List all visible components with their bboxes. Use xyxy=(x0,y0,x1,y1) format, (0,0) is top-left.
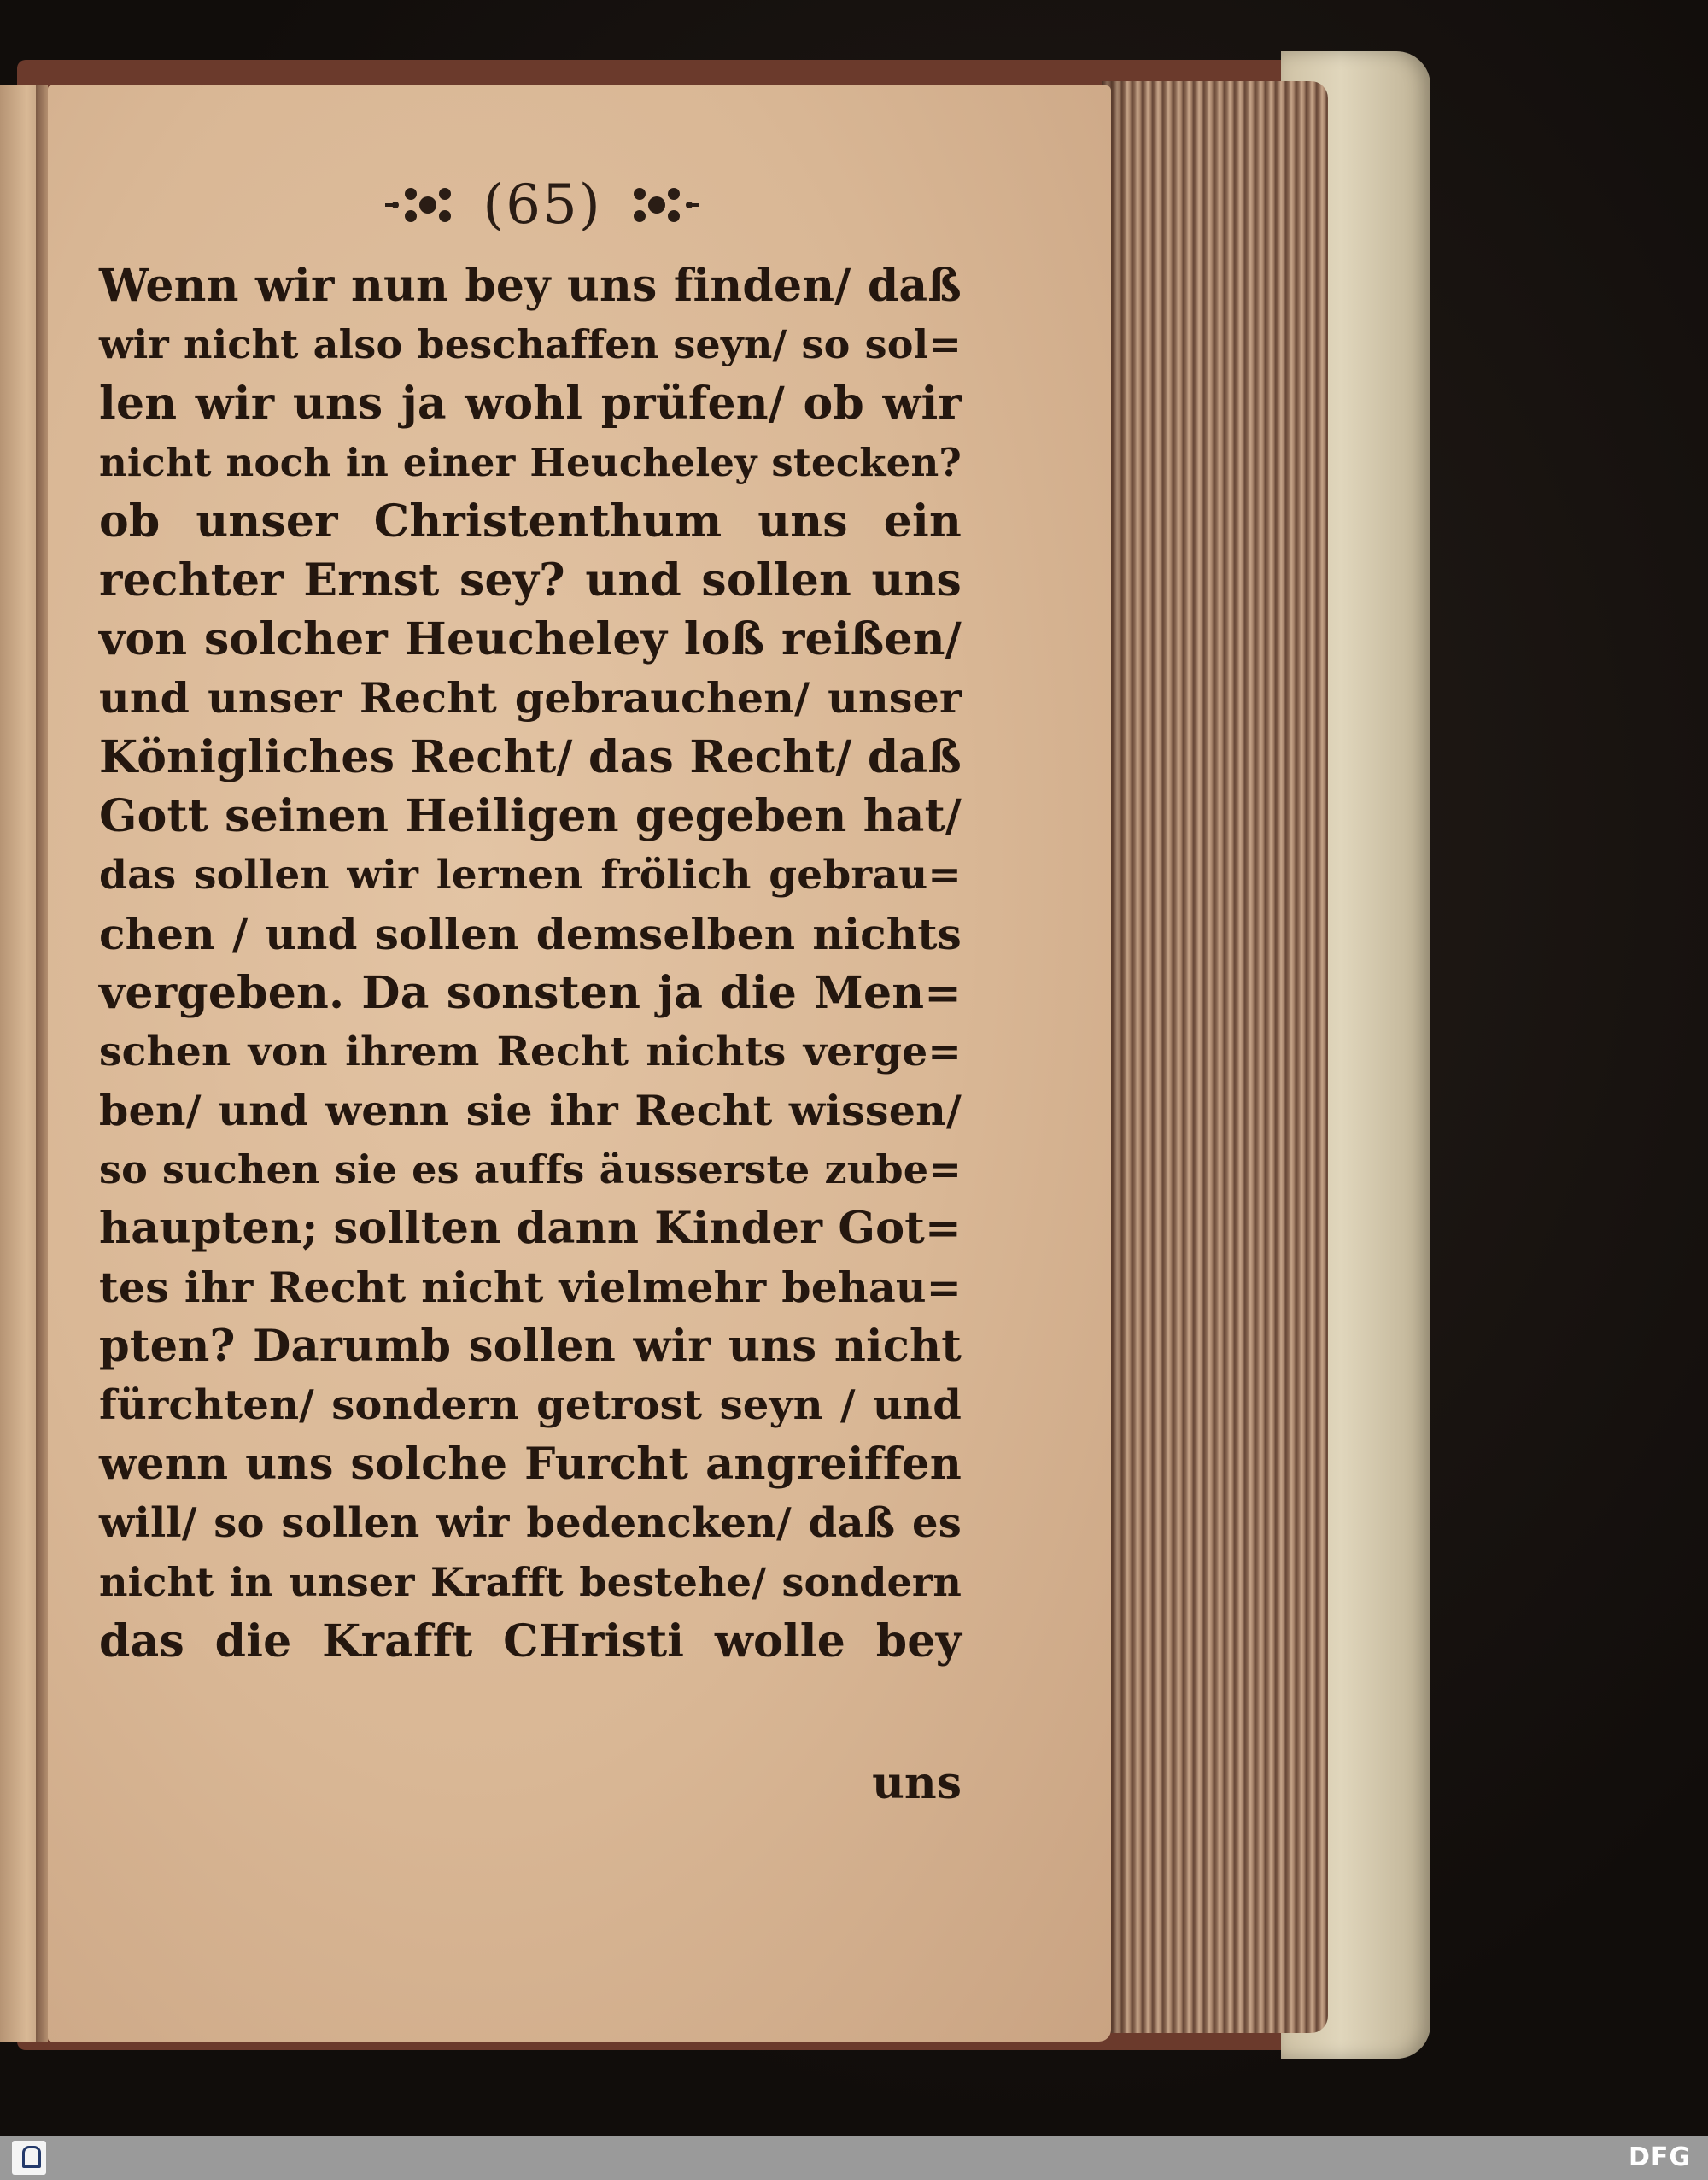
text-line: Wenn wir nun bey uns finden/ daß xyxy=(99,260,962,312)
text-line: ben/ und wenn sie ihr Recht wissen/ xyxy=(99,1086,962,1135)
text-line: will/ so sollen wir bedencken/ daß es xyxy=(99,1499,962,1547)
text-line: nicht in unser Krafft bestehe/ sondern xyxy=(99,1559,962,1605)
text-line: rechter Ernst sey? und sollen uns xyxy=(99,554,962,607)
text-line: wir nicht also beschaffen seyn/ so sol= xyxy=(99,321,962,367)
text-line: ob unser Christenthum uns ein xyxy=(99,495,962,548)
footer-brand: DFG xyxy=(1628,2142,1691,2172)
text-line: haupten; sollten dann Kinder Got= xyxy=(99,1203,962,1254)
text-line: von solcher Heucheley loß reißen/ xyxy=(99,613,962,665)
catchword: uns xyxy=(872,1757,962,1809)
text-line: und unser Recht gebrauchen/ unser xyxy=(99,673,962,723)
text-line: nicht noch in einer Heucheley stecken? xyxy=(99,440,962,485)
text-line: chen / und sollen demselben nichts xyxy=(99,909,962,959)
body-text xyxy=(99,256,962,1671)
text-line: das sollen wir lernen frölich gebrau= xyxy=(99,852,962,899)
text-line: Gott seinen Heiligen gegeben hat/ xyxy=(99,790,962,842)
floral-ornament-icon xyxy=(385,175,471,235)
text-line: so suchen sie es auffs äusserste zube= xyxy=(99,1146,962,1193)
text-line: wenn uns solche Furcht angreiffen xyxy=(99,1439,962,1490)
text-line: len wir uns ja wohl prüfen/ ob wir xyxy=(99,378,962,430)
page-header xyxy=(359,167,726,243)
text-line: vergeben. Da sonsten ja die Men= xyxy=(99,967,962,1019)
text-line: tes ihr Recht nicht vielmehr behau= xyxy=(99,1263,962,1312)
text-line: schen von ihrem Recht nichts verge= xyxy=(99,1028,962,1075)
footer-bar xyxy=(0,2136,1708,2180)
text-line: pten? Darumb sollen wir uns nicht xyxy=(99,1321,962,1372)
text-line: das die Krafft CHristi wolle bey xyxy=(99,1615,962,1667)
text-line: fürchten/ sondern getrost seyn / und xyxy=(99,1381,962,1429)
verso-page-edge xyxy=(0,85,38,2042)
fore-edge-pages xyxy=(1102,81,1328,2033)
floral-ornament-icon xyxy=(614,175,699,235)
text-line: Königliches Recht/ das Recht/ daß xyxy=(99,731,962,783)
page-number: (65) xyxy=(483,173,602,237)
library-logo-icon xyxy=(12,2141,46,2175)
page-gutter xyxy=(36,85,48,2042)
